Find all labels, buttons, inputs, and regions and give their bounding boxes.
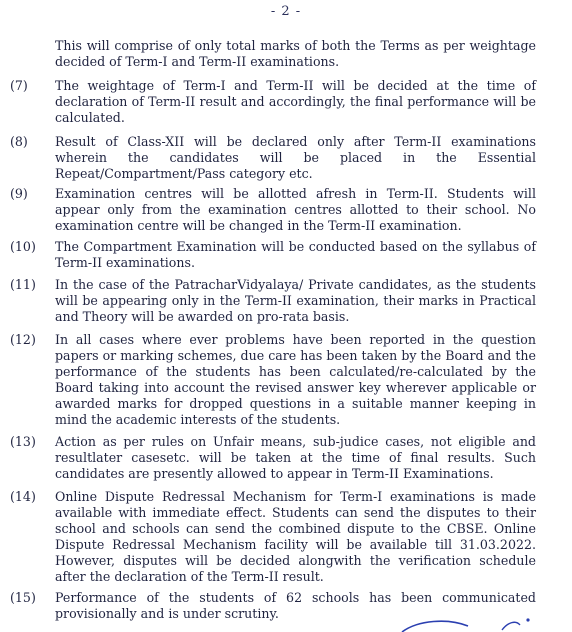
item-number: (8) bbox=[10, 134, 28, 149]
item-number: (12) bbox=[10, 332, 36, 347]
signature-fragment bbox=[398, 616, 538, 632]
intro-paragraph: This will comprise of only total marks of both the Terms as per weightage decided of Term-I and Term-II examinations. bbox=[55, 38, 536, 69]
item-number: (14) bbox=[10, 489, 36, 504]
item-text: Examination centres will be allotted afresh in Term-II. Students will appear only from the examination centres allotted to their school. No examination centre will be changed in the Term-II examination. bbox=[55, 186, 536, 233]
item-number: (15) bbox=[10, 590, 36, 605]
item-number: (10) bbox=[10, 239, 36, 254]
item-number: (11) bbox=[10, 277, 36, 292]
item-text: In all cases where ever problems have been reported in the question papers or marking schemes, due care has been taken by the Board and the performance of the students has been calculated/re-calculated by the Board taking into account the revised answer key wherever applicable or awarded marks for dropped questions in a suitable manner keeping in mind the academic interests of the students. bbox=[55, 332, 536, 427]
item-text: Performance of the students of 62 schools has been communicated provisionally and is under scrutiny. bbox=[55, 590, 536, 621]
item-text: Online Dispute Redressal Mechanism for Term-I examinations is made available with immediate effect. Students can send the disputes to their school and schools can send the combined dispute to the CBSE. Online Dispute Redressal Mechanism facility will be available till 31.03.2022. However, disputes will be decided alongwith the verification schedule after the declaration of the Term-II result. bbox=[55, 489, 536, 584]
item-text: Result of Class-XII will be declared only after Term-II examinations wherein the candidates will be placed in the Essential Repeat/Compartment/Pass category etc. bbox=[55, 134, 536, 181]
item-text: Action as per rules on Unfair means, sub-judice cases, not eligible and resultlater casesetc. will be taken at the time of final results. Such candidates are presently allowed to appear in Term-II Examinations. bbox=[55, 434, 536, 481]
page-number: - 2 - bbox=[270, 4, 302, 19]
item-text: In the case of the PatracharVidyalaya/ Private candidates, as the students will be appearing only in the Term-II examination, their marks in Practical and Theory will be awarded on pro-rata basis. bbox=[55, 277, 536, 324]
item-text: The weightage of Term-I and Term-II will be decided at the time of declaration of Term-II result and accordingly, the final performance will be calculated. bbox=[55, 78, 536, 125]
item-number: (7) bbox=[10, 78, 28, 93]
item-number: (9) bbox=[10, 186, 28, 201]
item-text: The Compartment Examination will be conducted based on the syllabus of Term-II examinations. bbox=[55, 239, 536, 270]
item-number: (13) bbox=[10, 434, 36, 449]
